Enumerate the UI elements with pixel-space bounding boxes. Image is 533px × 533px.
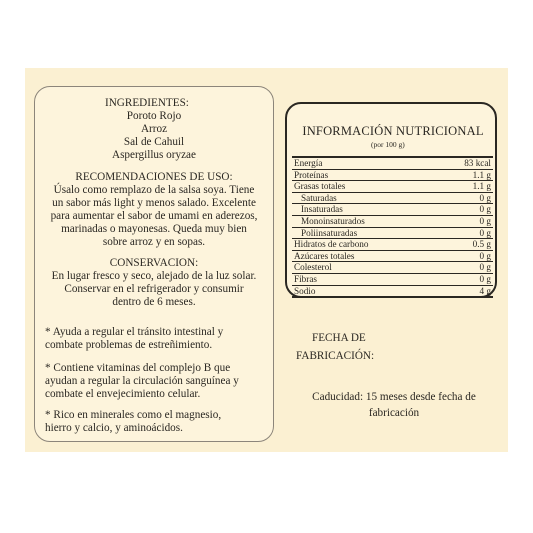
benefit-line: * Ayuda a regular el tránsito intestinal y [45,326,224,338]
nutrition-row [292,170,493,182]
nutrition-row [292,239,493,251]
nutrition-row [292,262,493,274]
nutrient-value: 1.1 g [472,169,491,180]
nutrition-row [292,228,493,240]
manufacture-label: FECHA DE [312,332,366,344]
conservation-heading: CONSERVACION: [109,257,199,269]
nutrient-value: 0 g [479,262,491,273]
benefit-line: combate problemas de estreñimiento. [45,339,213,351]
ingredients-heading: INGREDIENTES: [105,97,189,109]
nutrient-name: Azúcares totales [294,250,355,261]
nutrition-row [292,158,493,170]
nutrition-row [292,286,493,299]
usage-line: sobre arroz y en sopas. [102,236,206,248]
nutrient-name: Sodio [294,285,316,296]
nutrient-value: 0 g [479,250,491,261]
ingredient-item: Aspergillus oryzae [112,149,196,161]
nutrition-row [292,274,493,286]
nutrient-value: 0 g [479,227,491,238]
benefit-line: hierro y calcio, y aminoácidos. [45,422,183,434]
usage-line: Úsalo como remplazo de la salsa soya. Tiene [53,184,255,196]
nutrient-name: Proteínas [294,169,329,180]
nutrition-row [292,181,493,193]
nutrition-row [292,251,493,263]
ingredient-item: Arroz [140,123,168,135]
nutrient-name: Fibras [294,273,317,284]
manufacture-label: FABRICACIÓN: [296,350,375,362]
expiry-line: Caducidad: 15 meses desde fecha de [312,391,476,403]
nutrient-value: 0.5 g [472,239,491,250]
nutrition-title: INFORMACIÓN NUTRICIONAL [302,124,484,138]
nutrient-name: Hidratos de carbono [294,239,369,250]
ingredient-item: Sal de Cahuil [123,136,185,148]
usage-line: un sabor más light y menos salado. Excelente [52,197,256,209]
nutrient-value: 4 g [479,285,491,296]
nutrient-value: 0 g [479,192,491,203]
nutrient-name: Poliinsaturadas [301,227,358,238]
ingredient-item: Poroto Rojo [126,110,182,122]
benefit-line: * Contiene vitaminas del complejo B que [45,362,231,374]
nutrition-row [292,193,493,205]
usage-line: para aumentar el sabor de umami en aderezos, [50,210,258,222]
usage-line: marinadas o mayonesas. Queda muy bien [61,223,247,235]
nutrition-subtitle: (por 100 g) [371,140,405,149]
nutrient-name: Energía [294,158,323,168]
nutrient-value: 83 kcal [464,158,491,168]
nutrient-name: Monoinsaturados [301,215,365,226]
usage-heading: RECOMENDACIONES DE USO: [75,171,233,183]
benefit-line: combate el envejecimiento celular. [45,388,201,400]
nutrient-name: Colesterol [294,262,332,273]
nutrient-value: 1.1 g [472,181,491,192]
nutrient-name: Saturadas [301,192,337,203]
conservation-line: Conservar en el refrigerador y consumir [64,283,244,295]
expiry-line: fabricación [368,407,420,419]
conservation-line: dentro de 6 meses. [112,296,196,308]
nutrient-value: 0 g [479,204,491,215]
nutrition-panel [285,102,497,298]
nutrition-table [292,156,493,298]
nutrient-value: 0 g [479,215,491,226]
benefit-line: ayudan a regular la circulación sanguínea y [45,375,239,387]
nutrient-value: 0 g [479,273,491,284]
nutrient-name: Insaturadas [301,204,343,215]
benefit-line: * Rico en minerales como el magnesio, [45,409,222,421]
nutrition-row [292,216,493,228]
nutrient-name: Grasas totales [294,181,346,192]
conservation-line: En lugar fresco y seco, alejado de la luz solar. [51,270,257,282]
nutrition-row [292,204,493,216]
